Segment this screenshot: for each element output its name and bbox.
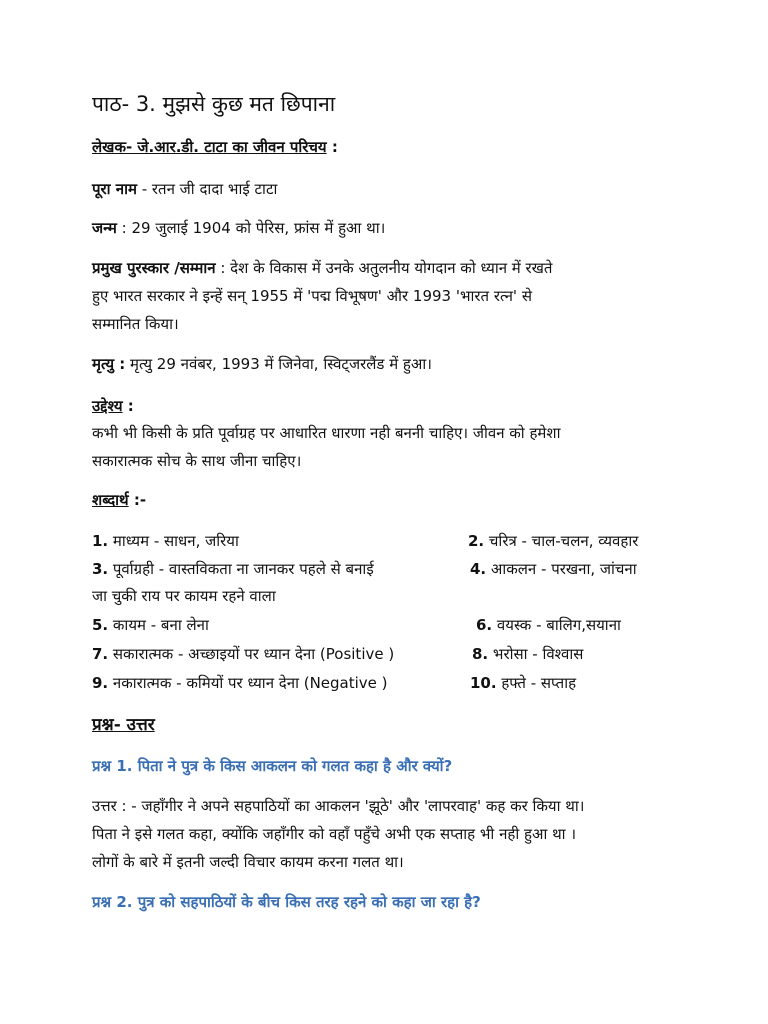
glossary-heading-line [92, 491, 146, 509]
author-heading: लेखक- जे.आर.डी. टाटा का जीवन परिचय [92, 138, 327, 156]
birth-label: जन्म [92, 219, 117, 237]
glossary-item-text: पूर्वाग्रही - वास्तविकता ना जानकर पहले से बनाई [108, 560, 374, 578]
glossary-item-number: 8. [472, 645, 489, 663]
glossary-item [470, 560, 637, 578]
death-label: मृत्यु : [92, 355, 126, 373]
fullname-value: - रतन जी दादा भाई टाटा [136, 180, 278, 198]
glossary-item-text: भरोसा - विश्वास [488, 645, 584, 663]
purpose-heading-line [92, 397, 134, 415]
glossary-item-number: 1. [92, 532, 109, 550]
purpose-line-2: सकारात्मक सोच के साथ जीना चाहिए। [92, 452, 302, 470]
glossary-item [92, 616, 209, 634]
glossary-item-text: चरित्र - चाल-चलन, व्यवहार [484, 532, 639, 550]
glossary-item-text: नकारात्मक - कमियों पर ध्यान देना (Negative ) [108, 674, 388, 692]
awards-text-1: : देश के विकास में उनके अतुलनीय योगदान को ध्यान में रखते [215, 259, 553, 277]
birth-line [92, 219, 385, 237]
qa-heading: प्रश्न- उत्तर [92, 715, 155, 735]
glossary-item [472, 645, 583, 663]
question-1: प्रश्न 1. पिता ने पुत्र के किस आकलन को गलत कहा है और क्यों? [92, 757, 453, 775]
glossary-item-text: माध्यम - साधन, जरिया [108, 532, 239, 550]
glossary-item-continuation: जा चुकी राय पर कायम रहने वाला [92, 587, 276, 605]
glossary-item-number: 7. [92, 645, 109, 663]
glossary-item [468, 532, 638, 550]
birth-value: : 29 जुलाई 1904 को पेरिस, फ्रांस में हुआ था। [116, 219, 386, 237]
glossary-item-number: 10. [470, 674, 497, 692]
glossary-item-number: 2. [468, 532, 485, 550]
death-line [92, 355, 432, 373]
glossary-item [92, 532, 239, 550]
glossary-item-number: 9. [92, 674, 109, 692]
awards-line-3: सम्मानित किया। [92, 315, 179, 333]
question-2: प्रश्न 2. पुत्र को सहपाठियों के बीच किस तरह रहने को कहा जा रहा है? [92, 893, 481, 911]
glossary-item-text: सकारात्मक - अच्छाइयों पर ध्यान देना (Positive ) [108, 645, 395, 663]
purpose-line-1: कभी भी किसी के प्रति पूर्वाग्रह पर आधारित धारणा नही बननी चाहिए। जीवन को हमेशा [92, 424, 561, 442]
fullname-label: पूरा नाम [92, 180, 137, 198]
glossary-item [92, 674, 388, 692]
answer-1-line-1: उत्तर : - जहाँगीर ने अपने सहपाठियों का आकलन 'झूठे' और 'लापरवाह' कह कर किया था। [92, 797, 585, 815]
purpose-heading: उद्देश्य [92, 397, 123, 415]
glossary-item-text: कायम - बना लेना [108, 616, 209, 634]
death-value: मृत्यु 29 नवंबर, 1993 में जिनेवा, स्विट्जरलैंड में हुआ। [125, 355, 432, 373]
glossary-heading-suffix: :- [128, 491, 147, 509]
glossary-item [470, 674, 576, 692]
glossary-item-number: 6. [476, 616, 493, 634]
answer-1-line-3: लोगों के बारे में इतनी जल्दी विचार कायम करना गलत था। [92, 853, 404, 871]
fullname-line [92, 180, 277, 198]
awards-line-1 [92, 259, 552, 277]
purpose-heading-suffix: : [122, 397, 134, 415]
author-heading-line [92, 138, 338, 156]
glossary-item [92, 560, 374, 578]
glossary-item-text: हफ्ते - सप्ताह [496, 674, 577, 692]
glossary-item-number: 5. [92, 616, 109, 634]
glossary-item-text: वयस्क - बालिग,सयाना [492, 616, 621, 634]
awards-line-2: हुए भारत सरकार ने इन्हें सन् 1955 में 'पद्म विभूषण' और 1993 'भारत रत्न' से [92, 287, 532, 305]
glossary-item-number: 3. [92, 560, 109, 578]
glossary-item [476, 616, 621, 634]
glossary-item [92, 645, 394, 663]
lesson-title: पाठ- 3. मुझसे कुछ मत छिपाना [92, 92, 336, 116]
answer-1-line-2: पिता ने इसे गलत कहा, क्योंकि जहाँगीर को वहाँ पहुँचे अभी एक सप्ताह भी नही हुआ था । [92, 825, 577, 843]
glossary-item-number: 4. [470, 560, 487, 578]
author-heading-suffix: : [326, 138, 338, 156]
glossary-heading: शब्दार्थ [92, 491, 129, 509]
awards-label: प्रमुख पुरस्कार /सम्मान [92, 259, 216, 277]
glossary-item-text: आकलन - परखना, जांचना [486, 560, 637, 578]
